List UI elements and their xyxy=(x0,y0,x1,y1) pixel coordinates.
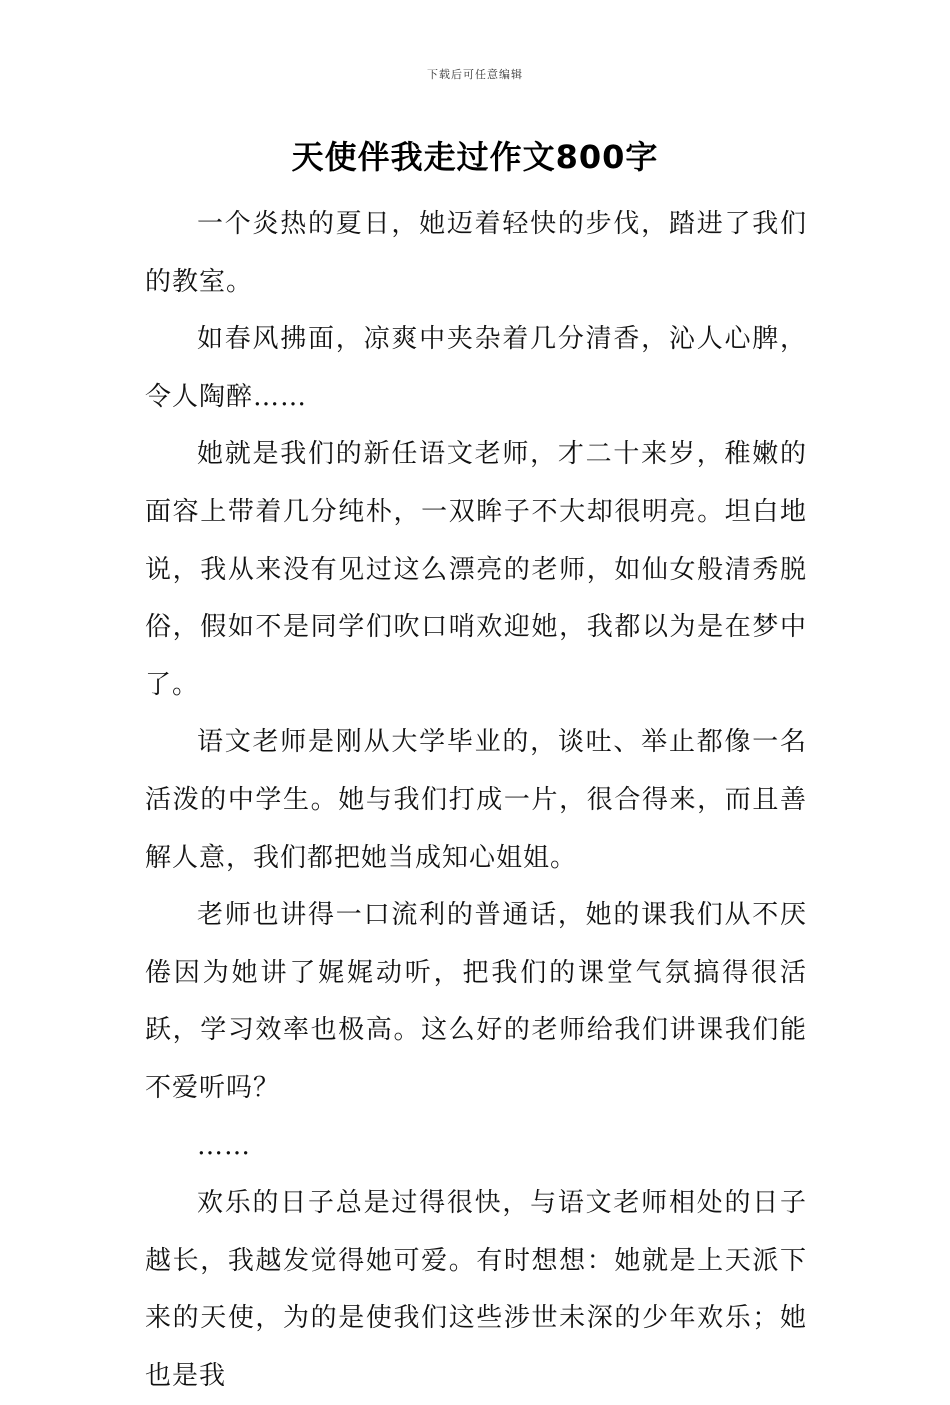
paragraph: 一个炎热的夏日，她迈着轻快的步伐，踏进了我们的教室。 xyxy=(145,209,807,297)
paragraph: 如春风拂面，凉爽中夹杂着几分清香，沁人心脾，令人陶醉…… xyxy=(145,324,807,412)
essay-body xyxy=(145,196,807,1405)
document-title: 天使伴我走过作文800字 xyxy=(291,138,659,176)
paragraph: 她就是我们的新任语文老师，才二十来岁，稚嫩的面容上带着几分纯朴，一双眸子不大却很明亮。坦白地说，我从来没有见过这么漂亮的老师，如仙女般清秀脱俗，假如不是同学们吹口哨欢迎她，我都以为是在梦中了。 xyxy=(145,439,807,700)
header-note: 下载后可任意编辑 xyxy=(427,68,523,81)
paragraph-ellipsis: …… xyxy=(197,1130,251,1161)
paragraph: 语文老师是刚从大学毕业的，谈吐、举止都像一名活泼的中学生。她与我们打成一片，很合得来，而且善解人意，我们都把她当成知心姐姐。 xyxy=(145,727,807,873)
paragraph: 欢乐的日子总是过得很快，与语文老师相处的日子越长，我越发觉得她可爱。有时想想：她就是上天派下来的天使，为的是使我们这些涉世未深的少年欢乐；她也是我 xyxy=(145,1188,807,1391)
paragraph: 老师也讲得一口流利的普通话，她的课我们从不厌倦因为她讲了娓娓动听，把我们的课堂气氛搞得很活跃，学习效率也极高。这么好的老师给我们讲课我们能不爱听吗？ xyxy=(145,900,807,1103)
